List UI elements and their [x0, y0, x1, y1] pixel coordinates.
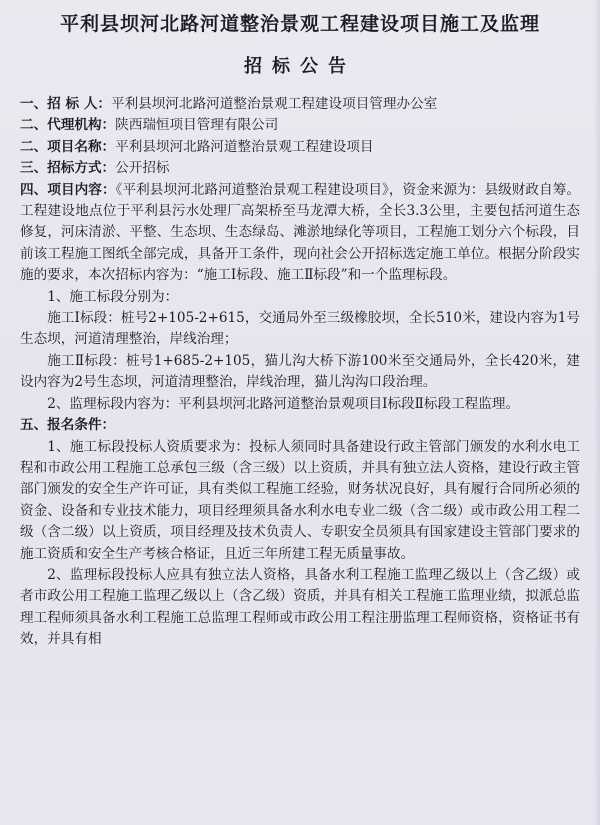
section-label: 一、招 标 人：	[20, 96, 112, 112]
section-label: 五、报名条件：	[20, 417, 116, 434]
section-project-content	[20, 180, 580, 287]
eligibility-construction: 1、施工标段投标人资质要求为：投标人须同时具备建设行政主管部门颁发的水利水电工程和市政公用工程施工总承包三级（含三级）以上资质，并具有独立法人资格，建设行政主管部门颁发的安全生产许可证，具有类似工程施工经验，财务状况良好，具有履行合同所必须的资金、设备和专业技术能力，项目经理须具备水利水电专业二级（含二级）或市政公用工程二级（含二级）以上资质，项目经理及技术负责人、专职安全员须具有国家建设主管部门要求的施工资质和安全生产考核合格证，且近三年所建工程无质量事故。	[20, 438, 580, 562]
document-title: 平利县坝河北路河道整治景观工程建设项目施工及监理	[59, 13, 540, 35]
section-value: 《平利县坝河北路河道整治景观工程建设项目》，资金来源为：县级财政自筹。工程建设地点位于平利县污水处理厂高架桥至马龙潭大桥，全长3.3公里，主要包括河道生态修复，河床清淤、平整、生态坝、生态绿岛、滩淤地绿化等项目，工程施工划分六个标段，目前该工程施工图纸全部完成，具备开工条件，现向社会公开招标选定施工单位。根据分阶段实施的要求，本次招标内容为：“施工Ⅰ标段、施工Ⅱ标段”和一个监理标段。	[20, 181, 580, 284]
page-edge-shadow	[594, 0, 600, 825]
document-subtitle: 招标公告	[244, 56, 356, 77]
construction-lot-2: 施工Ⅱ标段：桩号1+685-2+105，猫儿沟大桥下游100米至交通局外，全长420米，建设内容为2号生态坝，河道清理整治，岸线治理，猫儿沟沟口段治理。	[20, 352, 580, 391]
section-label: 二、项目名称：	[20, 138, 116, 155]
section-value: 陕西瑞恒项目管理有限公司	[115, 117, 279, 134]
section-bidding-method	[20, 158, 580, 179]
section-project-name	[20, 137, 580, 158]
section-value: 平利县坝河北路河道整治景观工程建设项目管理办公室	[111, 96, 438, 112]
eligibility-supervision: 2、监理标段投标人应具有独立法人资格，具备水利工程施工监理乙级以上（含乙级）或者市政公用工程施工监理乙级以上（含乙级）资质，并具有相关工程施工监理业绩，拟派总监理工程师须具备水利工程施工总监理工程师或市政公用工程注册监理工程师资格，资格证书有效，并具有相	[20, 566, 580, 648]
section-agency	[20, 115, 580, 136]
section-tenderer	[20, 94, 580, 115]
section-label: 二、代理机构：	[20, 117, 116, 134]
construction-lot-1: 施工Ⅰ标段：桩号2+105-2+615，交通局外至三级橡胶坝，全长510米，建设内容为1号生态坝，河道清理整治，岸线治理；	[20, 310, 580, 348]
section-label: 四、项目内容：	[20, 181, 116, 198]
section-value: 平利县坝河北路河道整治景观工程建设项目	[115, 138, 374, 155]
construction-lots-heading: 1、施工标段分别为：	[47, 288, 179, 305]
section-value: 公开招标	[115, 160, 170, 177]
section-eligibility	[20, 415, 580, 436]
section-label: 三、招标方式：	[20, 160, 116, 177]
document-body	[20, 94, 580, 651]
supervision-lot: 2、监理标段内容为：平利县坝河北路河道整治景观项目Ⅰ标段Ⅱ标段工程监理。	[47, 395, 520, 412]
